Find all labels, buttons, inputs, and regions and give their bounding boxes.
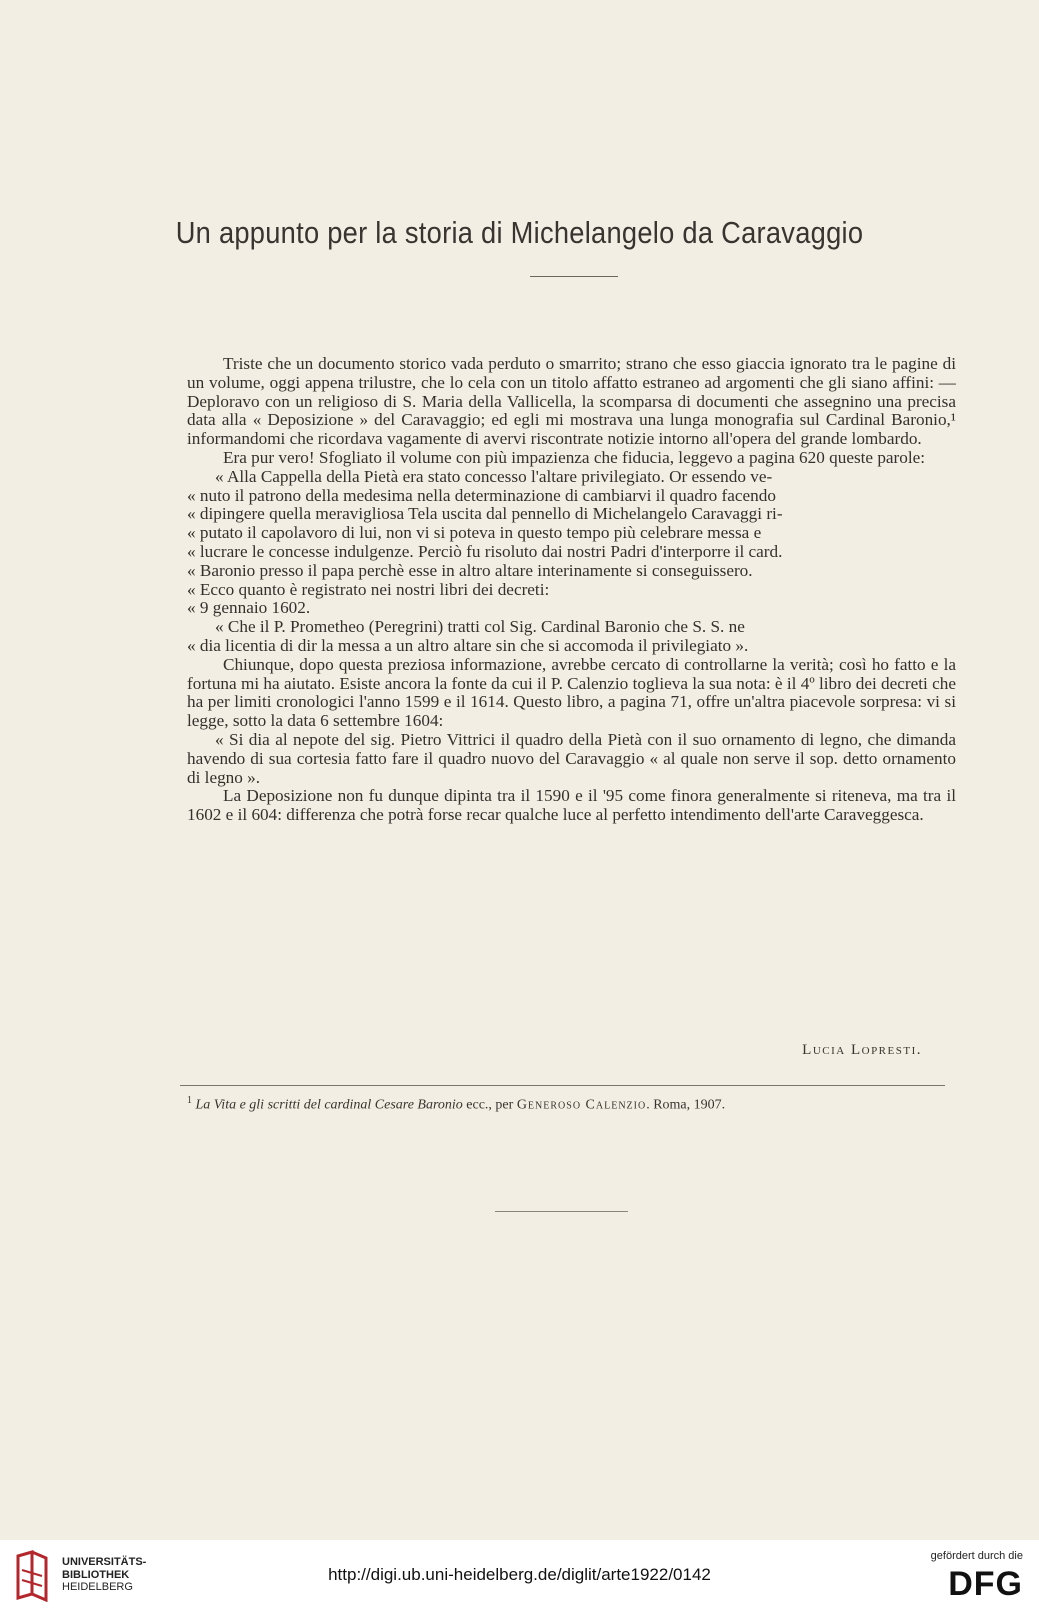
footnote-author: Generoso Calenzio xyxy=(516,1097,647,1113)
paragraph: La Deposizione non fu dunque dipinta tra il 1590 e il '95 come finora generalmente si riteneva, ma tra il 1602 e il 604: differenza che potrà forse recar qualche luce al perfetto intendimento dell'arte Caraveggesca. xyxy=(187,786,956,825)
footnote-marker: 1 xyxy=(187,1095,192,1106)
paragraph: « 9 gennaio 1602. xyxy=(187,598,311,618)
library-name-line3: HEIDELBERG xyxy=(62,1581,133,1593)
funded-by-label: gefördert durch die xyxy=(930,1550,1023,1562)
paragraph: « dipingere quella meravigliosa Tela uscita dal pennello di Michelangelo Caravaggi ri- xyxy=(187,504,783,524)
end-divider xyxy=(495,1211,628,1212)
article-body xyxy=(187,355,956,825)
paragraph: « Si dia al nepote del sig. Pietro Vittrici il quadro della Pietà con il suo ornamento di legno, che dimanda havendo di sua cortesia fatto fare il quadro nuovo del Caravaggio « al quale non serve il sop. detto ornamento di legno ». xyxy=(187,729,956,787)
footnote-place: . Roma, 1907. xyxy=(646,1097,726,1113)
footnote xyxy=(187,1095,947,1114)
paragraph: « nuto il patrono della medesima nella determinazione di cambiarvi il quadro facendo xyxy=(187,485,776,505)
paragraph: « putato il capolavoro di lui, non vi si poteva in questo tempo più celebrare messa e xyxy=(187,523,762,543)
paragraph: « Alla Cappella della Pietà era stato concesso l'altare privilegiato. Or essendo ve- xyxy=(215,466,773,486)
article-title: Un appunto per la storia di Michelangelo da Caravaggio xyxy=(175,215,864,250)
footnote-book-title: La Vita e gli scritti del cardinal Cesare Baronio xyxy=(195,1097,463,1113)
paragraph: « Che il P. Prometheo (Peregrini) tratti col Sig. Cardinal Baronio che S. S. ne xyxy=(215,617,745,637)
paragraph: « Ecco quanto è registrato nei nostri libri dei decreti: xyxy=(187,579,550,599)
paragraph: Era pur vero! Sfogliato il volume con più impazienza che fiducia, leggevo a pagina 620 queste parole: xyxy=(223,447,926,467)
paragraph: Chiunque, dopo questa preziosa informazione, avrebbe cercato di controllarne la verità; così ho fatto e la fortuna mi ha aiutato. Esiste ancora la fonte da cui il P. Calenzio toglieva la sua nota: è il 4º libro dei decreti che ha per limiti cronologici l'anno 1599 e il 1614. Questo libro, a pagina 71, offre un'altra piacevole sorpresa: vi si legge, sotto la data 6 settembre 1604: xyxy=(187,654,956,731)
library-name-line1: UNIVERSITÄTS- xyxy=(62,1556,147,1568)
footnote-text: ecc., per xyxy=(462,1097,517,1113)
paragraph: « dia licentia di dir la messa a un altro altare sin che si accomoda il privilegiato ». xyxy=(187,635,749,655)
title-divider xyxy=(530,276,618,277)
paragraph: « lucrare le concesse indulgenze. Perciò fu risoluto dai nostri Padri d'interporre il card. xyxy=(187,541,783,561)
dfg-logo[interactable]: DFG xyxy=(948,1565,1023,1603)
paragraph: « Baronio presso il papa perchè esse in altro altare interinamente si conseguissero. xyxy=(187,560,753,580)
permalink-url[interactable]: http://digi.ub.uni-heidelberg.de/diglit/arte1922/0142 xyxy=(328,1565,711,1584)
footnote-divider xyxy=(180,1085,945,1086)
paragraph: Triste che un documento storico vada perduto o smarrito; strano che esso giaccia ignorato tra le pagine di un volume, oggi appena trilustre, che lo cela con un titolo affatto estraneo ad argomenti che gli siano affini: — Deploravo con un religioso di S. Maria della Vallicella, la scomparsa di documenti che assegnino una precisa data alla « Deposizione » del Caravaggio; ed egli mi mostrava una lunga monografia sul Cardinal Baronio,¹ informandomi che ricordava vagamente di avervi riscontrate notizie intorno all'opera del grande lombardo. xyxy=(187,354,956,449)
library-name-line2: BIBLIOTHEK xyxy=(62,1568,130,1581)
author-signature: Lucia Lopresti. xyxy=(802,1042,922,1058)
